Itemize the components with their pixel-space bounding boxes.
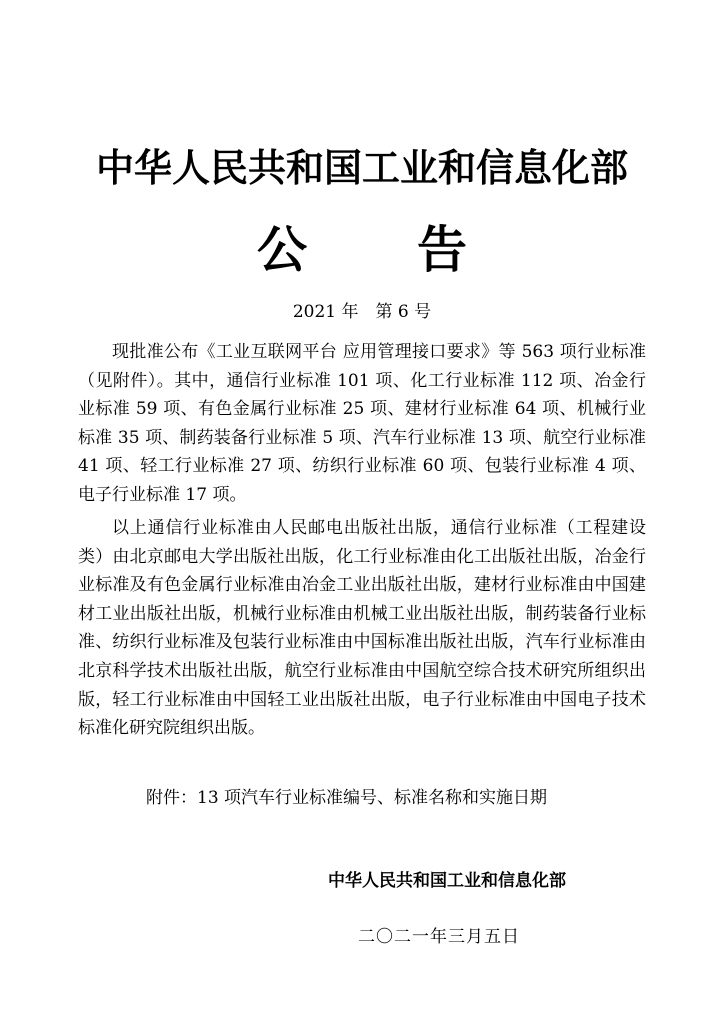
announcement-heading-right: 告 [417, 221, 467, 279]
announcement-heading-left: 公 [257, 221, 307, 279]
ministry-title: 中华人民共和国工业和信息化部 [95, 146, 628, 190]
body-paragraph-2: 以上通信行业标准由人民邮电出版社出版，通信行业标准（工程建设类）由北京邮电大学出版社出版，化工行业标准由化工出版社出版，冶金行业标准及有色金属行业标准由冶金工业出版社出版，建材行业标准由中国建材工业出版社出版，机械行业标准由机械工业出版社出版，制药装备行业标准、纺织行业标准及包装行业标准由中国标准出版社出版，汽车行业标准由北京科学技术出版社出版，航空行业标准由中国航空综合技术研究所组织出版，轻工行业标准由中国轻工业出版社出版，电子行业标准由中国电子技术标准化研究院组织出版。 [78, 518, 646, 739]
issue-date: 二〇二一年三月五日 [358, 927, 520, 947]
body-paragraph-1: 现批准公布《工业互联网平台 应用管理接口要求》等 563 项行业标准（见附件）。其中，通信行业标准 101 项、化工行业标准 112 项、冶金行业标准 59 项、有色金属行业标准 25 项、建材行业标准 64 项、机械行业标准 35 项、制药装备行业标准 5 项、汽车行业标准 13 项、航空行业标准 41 项、轻工行业标准 27 项、纺织行业标准 60 项、包装行业标准 4 项、电子行业标准 17 项。 [78, 342, 646, 505]
issuer-signature: 中华人民共和国工业和信息化部 [328, 871, 566, 891]
announcement-heading [0, 218, 724, 282]
announcement-number: 2021 年 第 6 号 [292, 302, 432, 322]
attachment-line: 附件：13 项汽车行业标准编号、标准名称和实施日期 [146, 788, 548, 808]
